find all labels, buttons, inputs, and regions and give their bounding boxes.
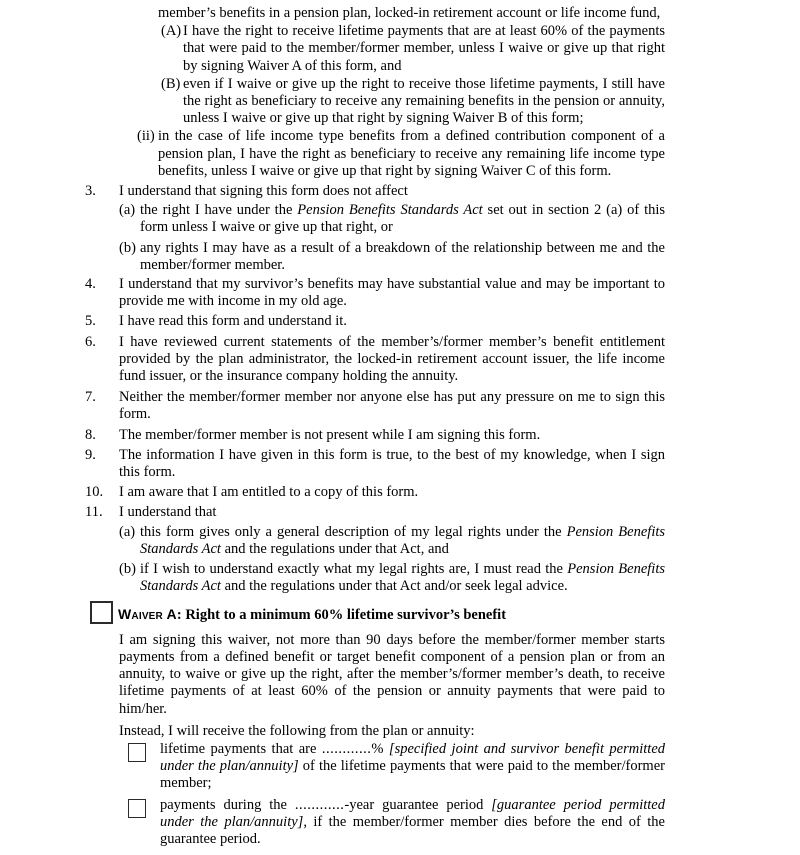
subitem-text: and the regulations under that Act, and — [220, 540, 449, 557]
item-number: 11. — [85, 504, 103, 521]
waiver-a-option-guarantee-period — [160, 797, 665, 849]
option-guarantee-checkbox[interactable] — [128, 799, 146, 818]
act-name-italic: Pension Benefits Standards Act — [297, 202, 483, 219]
item-number: 8. — [85, 426, 96, 443]
clause-B-text: even if I waive or give up the right to receive those lifetime payments, I still have the right as beneficiary to receive any remaining benefits in the pension or annuity, unless I waive or give up that right by signing Waiver B of this form; — [183, 75, 665, 127]
subitem-label: (a) — [119, 523, 136, 540]
clause-A-label: (A) — [161, 23, 182, 40]
subitem-text: and the regulations under that Act and/or seek legal advice. — [220, 578, 568, 595]
act-name-italic: Pension Benefits Standards Act — [140, 561, 665, 595]
subitem-text: if I wish to understand exactly what my legal rights are, I must read the — [140, 561, 568, 578]
item-text: I understand that my survivor’s benefits may have substantial value and may be important to provide me with income in my old age. — [119, 276, 665, 310]
waiver-a-title: Right to a minimum 60% lifetime survivor’s benefit — [181, 606, 507, 623]
list-item-3a — [119, 202, 666, 236]
subitem-text: set out in section 2 (a) of this form unless I waive or give up that right, or — [140, 202, 666, 236]
subitem-text: this form gives only a general description of my legal rights under the — [140, 523, 567, 540]
waiver-a-paragraph-2 — [119, 723, 665, 740]
years-blank-field[interactable]: ............ — [294, 796, 345, 813]
option-italic-note: [specified joint and survivor benefit permitted under the plan/annuity] — [160, 740, 666, 775]
subitem-text: any rights I may have as a result of a breakdown of the relationship between me and the member/former member. — [140, 239, 665, 273]
list-item-11 — [85, 504, 665, 521]
subitem-text: the right I have under the — [140, 202, 298, 219]
item-text: I have read this form and understand it. — [119, 313, 347, 330]
option-text: -year guarantee period — [344, 796, 492, 813]
waiver-a-label: Waiver A — [118, 605, 177, 622]
waiver-a-colon: : — [176, 606, 182, 623]
list-item-9 — [85, 446, 665, 481]
item-number: 7. — [85, 389, 96, 406]
option-text: of the lifetime payments that were paid to the member/former member; — [160, 758, 665, 792]
list-item-11b — [119, 561, 665, 595]
item-number: 6. — [85, 333, 96, 350]
item-number: 10. — [85, 484, 104, 501]
intro-text: member’s benefits in a pension plan, locked-in retirement account or life income fund, — [158, 5, 661, 21]
option-text: lifetime payments that are — [160, 740, 322, 757]
clause-B — [161, 75, 665, 128]
subitem-label: (a) — [119, 202, 136, 219]
act-name-italic: Pension Benefits Standards Act — [140, 523, 666, 557]
item-text: The member/former member is not present while I am signing this form. — [119, 426, 541, 443]
item-text: I understand that signing this form does not affect — [119, 183, 408, 200]
waiver-a-heading — [118, 606, 665, 624]
list-item-6 — [85, 333, 665, 386]
waiver-a-paragraph-1 — [119, 632, 665, 718]
subitem-label: (b) — [119, 561, 136, 578]
intro-continuation-line — [158, 5, 665, 22]
list-item-3b — [119, 239, 665, 274]
list-item-7 — [85, 389, 665, 423]
subitem-label: (b) — [119, 239, 136, 256]
clause-ii — [137, 128, 665, 180]
clause-B-label: (B) — [161, 75, 181, 92]
item-number: 9. — [85, 446, 96, 463]
item-text: I have reviewed current statements of the member’s/former member’s benefit entitlement provided by the plan administrator, the locked-in retirement account issuer, the life income fund issuer, or the insurance company holding the annuity. — [119, 333, 665, 385]
clause-A — [161, 23, 665, 75]
clause-ii-label: (ii) — [137, 128, 155, 145]
option-lifetime-checkbox[interactable] — [128, 743, 146, 762]
clause-ii-text: in the case of life income type benefits from a defined contribution component of a pension plan, I have the right as beneficiary to receive any remaining life income type benefits, unless I waive or give up that right by signing Waiver C of this form. — [158, 128, 665, 179]
list-item-5 — [85, 313, 665, 330]
item-text: Neither the member/former member nor anyone else has put any pressure on me to sign this form. — [119, 389, 665, 423]
option-text: payments during the — [160, 796, 295, 813]
waiver-a-option-lifetime-payments — [160, 741, 665, 793]
item-text: The information I have given in this form is true, to the best of my knowledge, when I sign this form. — [119, 446, 665, 481]
paragraph-text: I am signing this waiver, not more than 90 days before the member/former member starts payments from a defined benefit or target benefit component of a pension plan or from an annuity, to waive or give up the right, after the member’s/former member’s death, to receive lifetime payments of at least 60% of the pension or annuity payments that were paid to him/her. — [119, 631, 665, 717]
option-text: % — [371, 740, 389, 757]
item-number: 4. — [85, 276, 96, 293]
list-item-8 — [85, 426, 665, 444]
list-item-4 — [85, 276, 665, 310]
clause-A-text: I have the right to receive lifetime payments that are at least 60% of the payments that were paid to the member/former member, unless I waive or give up that right by signing Waiver A of this form, and — [183, 23, 665, 74]
item-text: I am aware that I am entitled to a copy of this form. — [119, 484, 419, 501]
waiver-a-checkbox[interactable] — [90, 601, 113, 624]
list-item-10 — [85, 484, 665, 501]
item-number: 5. — [85, 313, 96, 330]
option-text: , if the member/former member dies before the end of the guarantee period. — [160, 813, 665, 847]
option-italic-note: [guarantee period permitted under the plan/annuity] — [160, 796, 665, 830]
paragraph-text: Instead, I will receive the following from the plan or annuity: — [119, 722, 475, 739]
list-item-3 — [85, 183, 665, 200]
item-number: 3. — [85, 183, 96, 200]
percent-blank-field[interactable]: ............ — [321, 740, 372, 757]
list-item-11a — [119, 523, 666, 558]
item-text: I understand that — [119, 504, 217, 521]
